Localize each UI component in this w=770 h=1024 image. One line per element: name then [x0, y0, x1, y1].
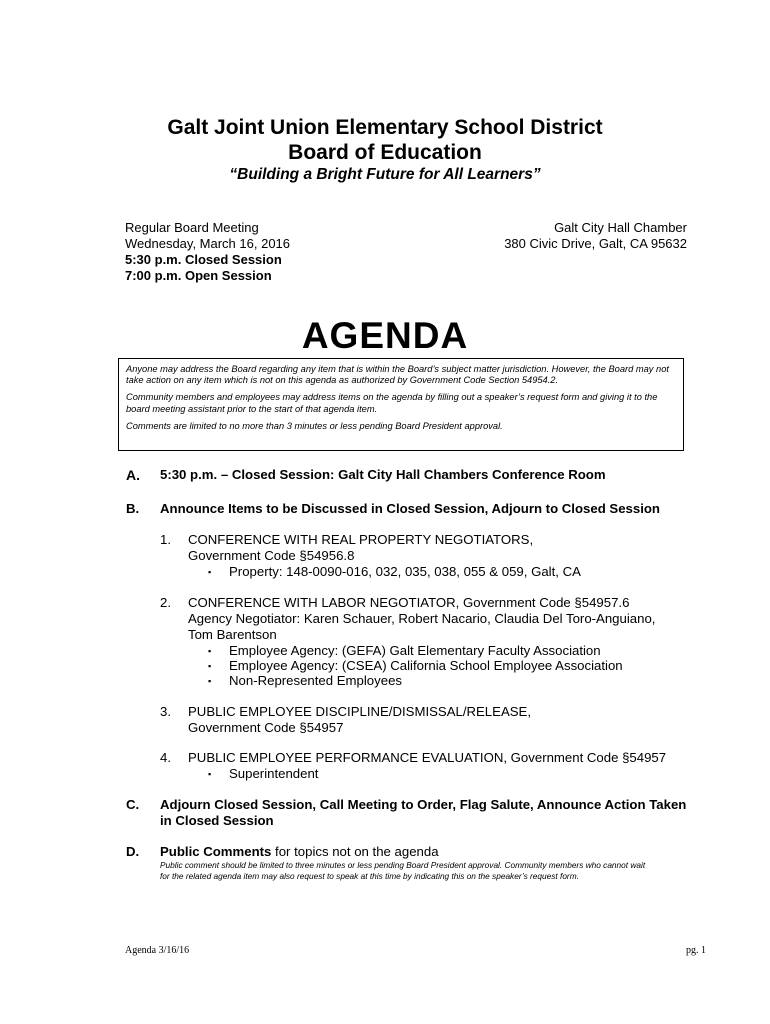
page-number: pg. 1	[686, 945, 706, 956]
section-letter: A.	[126, 467, 140, 483]
bullet-icon: ▪	[208, 646, 212, 656]
item-number: 2.	[160, 595, 171, 610]
meeting-type: Regular Board Meeting	[125, 220, 259, 235]
item-1-line: CONFERENCE WITH REAL PROPERTY NEGOTIATORS,	[188, 532, 534, 547]
district-title: Galt Joint Union Elementary School District	[167, 116, 603, 139]
list-item: Employee Agency: (CSEA) California School Employee Association	[229, 658, 623, 673]
item-1-code: Government Code §54956.8	[188, 548, 355, 563]
list-item: Employee Agency: (GEFA) Galt Elementary Faculty Association	[229, 643, 601, 658]
list-item: Superintendent	[229, 766, 319, 781]
agenda-heading: AGENDA	[301, 315, 469, 356]
notice-paragraph: Comments are limited to no more than 3 minutes or less pending Board President approval.	[126, 420, 503, 431]
item-number: 3.	[160, 704, 171, 719]
item-2-line: CONFERENCE WITH LABOR NEGOTIATOR, Government Code §54957.6	[188, 595, 630, 610]
notice-paragraph: Community members and employees may address items on the agenda by filling out a speaker’s request form and giving it to the board meeting assistant prior to the start of that agenda item.	[126, 392, 658, 414]
public-notice-box	[118, 358, 684, 451]
section-b-title: Announce Items to be Discussed in Closed Session, Adjourn to Closed Session	[160, 501, 660, 516]
bullet-icon: ▪	[208, 661, 212, 671]
closed-session-time: 5:30 p.m. Closed Session	[125, 252, 282, 267]
section-d-title-rest: for topics not on the agenda	[271, 844, 439, 859]
list-item: Non-Represented Employees	[229, 673, 402, 688]
section-d-title	[160, 844, 439, 860]
tagline: “Building a Bright Future for All Learners”	[229, 166, 541, 183]
item-2-negotiators: Agency Negotiator: Karen Schauer, Robert Nacario, Claudia Del Toro-Anguiano,	[188, 611, 656, 626]
section-letter: C.	[126, 797, 140, 812]
bullet-icon: ▪	[208, 769, 212, 779]
section-c-title: Adjourn Closed Session, Call Meeting to Order, Flag Salute, Announce Action Taken	[160, 797, 687, 812]
public-comment-note: Public comment should be limited to three minutes or less pending Board President approval. Community members who cannot wait	[160, 860, 646, 870]
section-a-title: 5:30 p.m. – Closed Session: Galt City Hall Chambers Conference Room	[160, 467, 606, 482]
meeting-venue: Galt City Hall Chamber	[554, 220, 687, 235]
section-letter: D.	[126, 844, 140, 859]
item-number: 4.	[160, 750, 171, 765]
bullet-icon: ▪	[208, 567, 212, 577]
list-item: Property: 148-0090-016, 032, 035, 038, 055 & 059, Galt, CA	[229, 564, 581, 579]
item-3-line: PUBLIC EMPLOYEE DISCIPLINE/DISMISSAL/RELEASE,	[188, 704, 531, 719]
board-title: Board of Education	[288, 141, 482, 164]
item-3-code: Government Code §54957	[188, 720, 344, 735]
open-session-time: 7:00 p.m. Open Session	[125, 268, 272, 283]
public-comment-note-cont: for the related agenda item may also request to speak at this time by indicating this on the speaker’s request form.	[160, 871, 579, 881]
section-letter: B.	[126, 501, 140, 516]
section-c-title-cont: in Closed Session	[160, 813, 274, 828]
item-2-negotiators-cont: Tom Barentson	[188, 627, 277, 642]
item-4-line: PUBLIC EMPLOYEE PERFORMANCE EVALUATION, Government Code §54957	[188, 750, 667, 765]
meeting-date: Wednesday, March 16, 2016	[125, 236, 291, 251]
notice-paragraph: Anyone may address the Board regarding any item that is within the Board’s subject matter jurisdiction. However, the Board may not take action on any item which is not on this agenda as authorized by Government Code Section 54954.2.	[126, 364, 669, 386]
section-d-title-bold: Public Comments	[160, 844, 272, 859]
meeting-address: 380 Civic Drive, Galt, CA 95632	[504, 236, 687, 251]
footer-date: Agenda 3/16/16	[125, 945, 190, 956]
item-number: 1.	[160, 532, 171, 547]
bullet-icon: ▪	[208, 676, 212, 686]
